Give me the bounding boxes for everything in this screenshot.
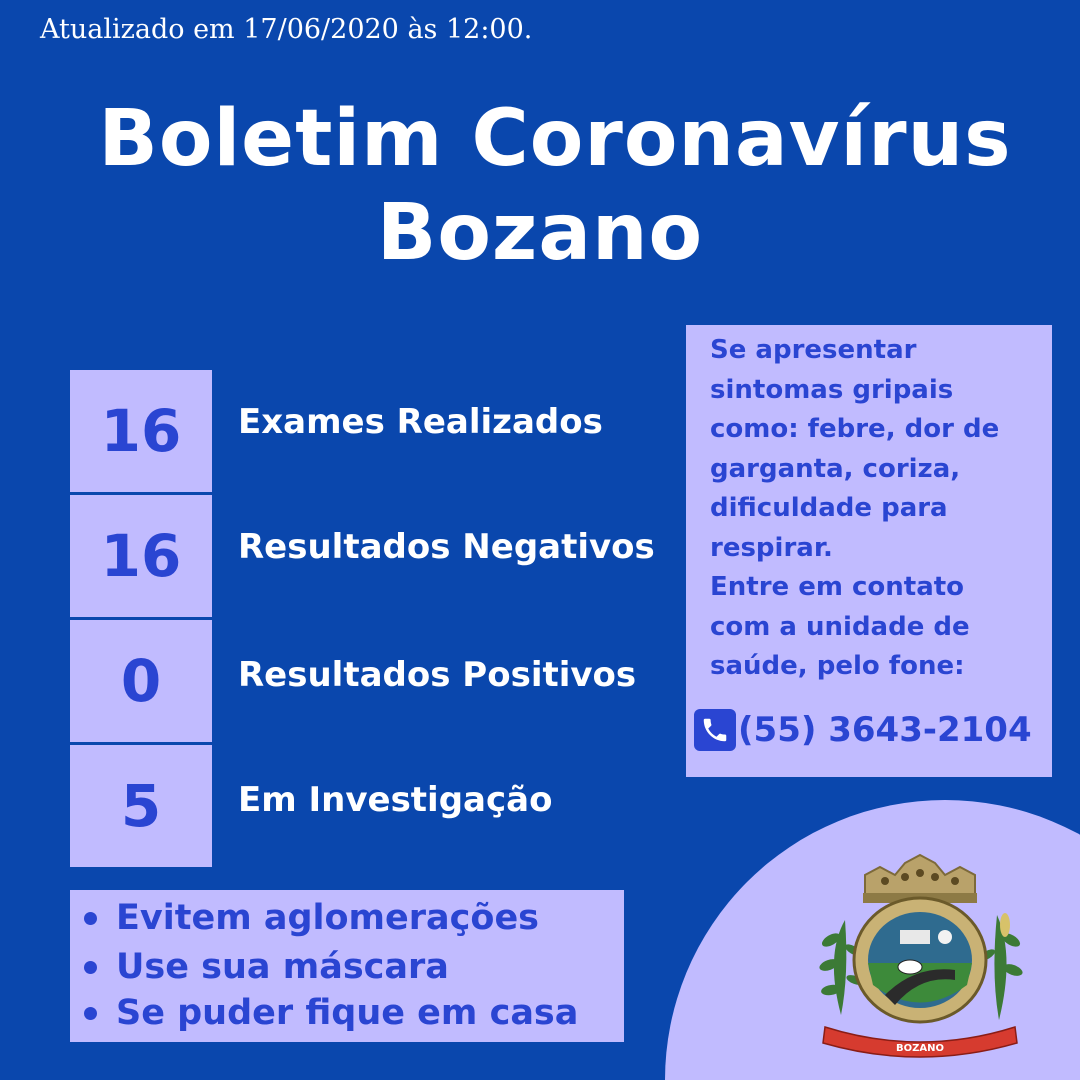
stat-value-investigation: 5 — [70, 745, 212, 867]
info-line: garganta, coriza, — [710, 453, 961, 484]
info-line: com a unidade de — [710, 611, 970, 642]
title-line-1: Boletim Coronavírus — [98, 94, 1012, 184]
page-title — [0, 92, 1080, 280]
stat-value-exams: 16 — [70, 370, 212, 492]
tip-text: Use sua máscara — [116, 947, 449, 987]
shield-icon — [854, 898, 986, 1022]
info-line: Se apresentar — [710, 335, 917, 365]
bullet-icon — [84, 961, 97, 974]
stat-label-negative: Resultados Negativos — [238, 527, 655, 567]
info-line: sintomas gripais — [710, 374, 954, 405]
ribbon-text: BOZANO — [896, 1043, 944, 1054]
list-item — [84, 898, 539, 938]
tips-panel — [70, 890, 624, 1042]
bullet-icon — [84, 1007, 97, 1020]
updated-timestamp: Atualizado em 17/06/2020 às 12:00. — [40, 14, 533, 45]
info-line: dificuldade para — [710, 493, 948, 523]
info-line: Entre em contato — [710, 572, 965, 602]
crown-icon — [863, 855, 977, 903]
stat-label-exams: Exames Realizados — [238, 402, 603, 442]
info-line: saúde, pelo fone: — [710, 651, 965, 681]
info-line: como: febre, dor de — [710, 414, 1000, 444]
title-line-2: Bozano — [376, 188, 704, 278]
info-panel — [686, 325, 1052, 777]
stat-value-positive: 0 — [70, 620, 212, 742]
stat-value-negative: 16 — [70, 495, 212, 617]
bullet-icon — [84, 912, 97, 925]
info-text — [710, 331, 1050, 687]
phone-icon — [694, 709, 736, 751]
tip-text: Se puder fique em casa — [116, 993, 579, 1033]
stat-label-investigation: Em Investigação — [238, 780, 553, 820]
municipal-coat-of-arms — [805, 845, 1035, 1070]
list-item — [84, 993, 578, 1033]
info-line: respirar. — [710, 532, 833, 563]
phone-number: (55) 3643-2104 — [738, 710, 1032, 750]
phone-contact — [694, 705, 1032, 755]
list-item — [84, 947, 449, 987]
stat-label-positive: Resultados Positivos — [238, 655, 637, 695]
tip-text: Evitem aglomerações — [116, 898, 540, 938]
ribbon-banner-icon — [823, 1027, 1017, 1057]
